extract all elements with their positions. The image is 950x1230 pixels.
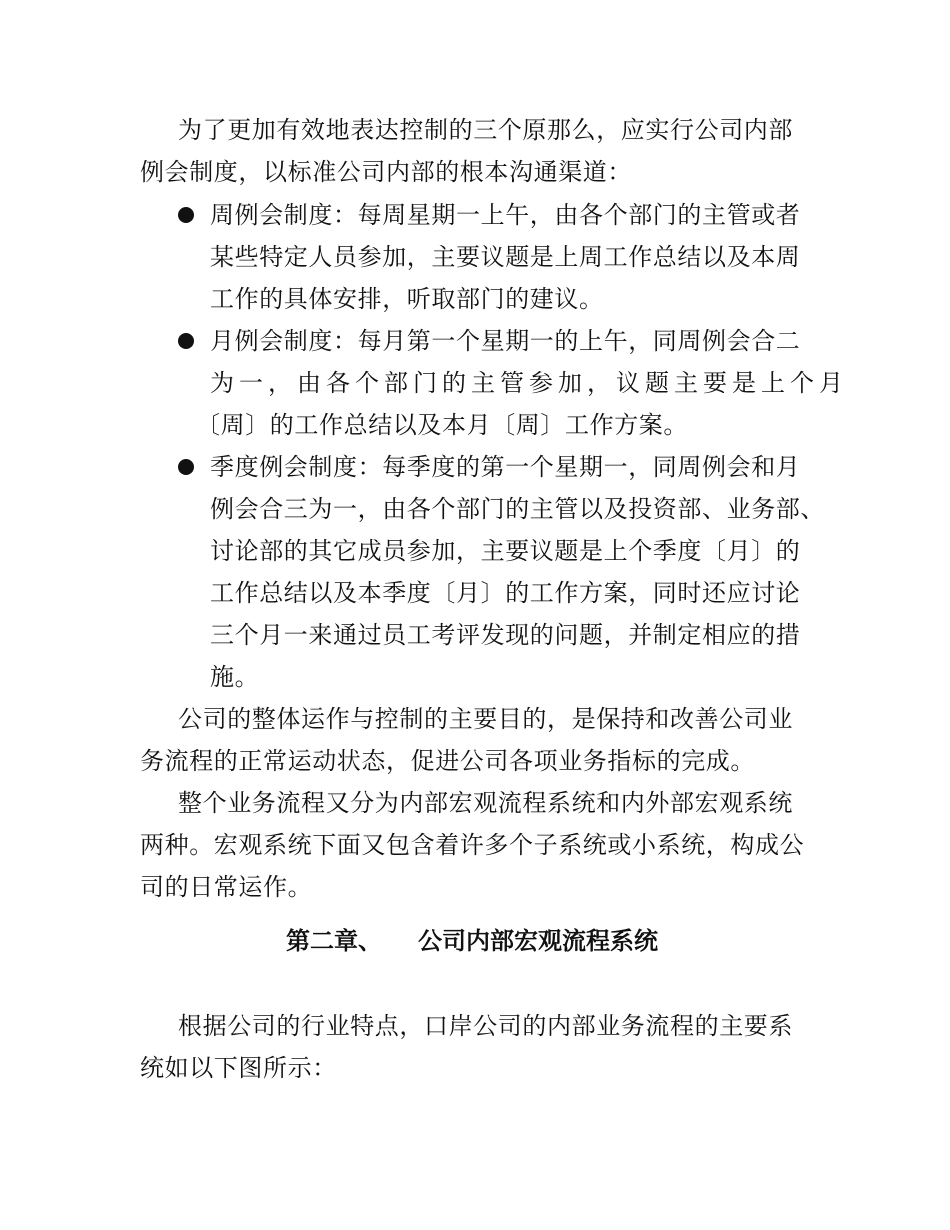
- bullet-3-dot: [178, 459, 194, 475]
- para2-line-2: 务流程的正常运动状态，促进公司各项业务指标的完成。: [140, 747, 755, 775]
- bullet-2-line-2: 为一，由各个部门的主管参加，议题主要是上个月: [210, 369, 848, 397]
- bullet-1-line-1: 周例会制度：每周星期一上午，由各个部门的主管或者: [210, 201, 801, 229]
- intro-line-2: 例会制度，以标准公司内部的根本沟通渠道：: [140, 158, 632, 186]
- bullet-3-line-2: 例会合三为一，由各个部门的主管以及投资部、业务部、: [210, 495, 825, 523]
- bullet-3-line-1: 季度例会制度：每季度的第一个星期一，同周例会和月: [210, 453, 801, 481]
- bullet-1-line-3: 工作的具体安排，听取部门的建议。: [210, 285, 604, 313]
- chapter-title: 公司内部宏观流程系统: [418, 927, 658, 955]
- bullet-2-line-3: 〔周〕的工作总结以及本月〔周〕工作方案。: [196, 411, 688, 439]
- intro-line-1: 为了更加有效地表达控制的三个原那么，应实行公司内部: [178, 116, 793, 144]
- para4-line-1: 根据公司的行业特点，口岸公司的内部业务流程的主要系: [178, 1012, 793, 1040]
- bullet-3-line-3: 讨论部的其它成员参加，主要议题是上个季度〔月〕的: [210, 537, 801, 565]
- bullet-1-dot: [178, 207, 194, 223]
- para4-line-2: 统如以下图所示：: [140, 1054, 337, 1082]
- bullet-2-dot: [178, 333, 194, 349]
- chapter-number: 第二章、: [286, 927, 382, 955]
- bullet-3-line-4: 工作总结以及本季度〔月〕的工作方案，同时还应讨论: [210, 579, 801, 607]
- para2-line-1: 公司的整体运作与控制的主要目的，是保持和改善公司业: [178, 705, 793, 733]
- bullet-3-line-5: 三个月一来通过员工考评发现的问题，并制定相应的措: [210, 621, 801, 649]
- bullet-2-line-1: 月例会制度：每月第一个星期一的上午，同周例会合二: [210, 327, 801, 355]
- para3-line-3: 司的日常运作。: [140, 873, 313, 901]
- para3-line-1: 整个业务流程又分为内部宏观流程系统和内外部宏观系统: [178, 789, 793, 817]
- bullet-1-line-2: 某些特定人员参加，主要议题是上周工作总结以及本周: [210, 243, 801, 271]
- para3-line-2: 两种。宏观系统下面又包含着许多个子系统或小系统，构成公: [140, 831, 805, 859]
- bullet-3-line-6: 施。: [210, 663, 260, 691]
